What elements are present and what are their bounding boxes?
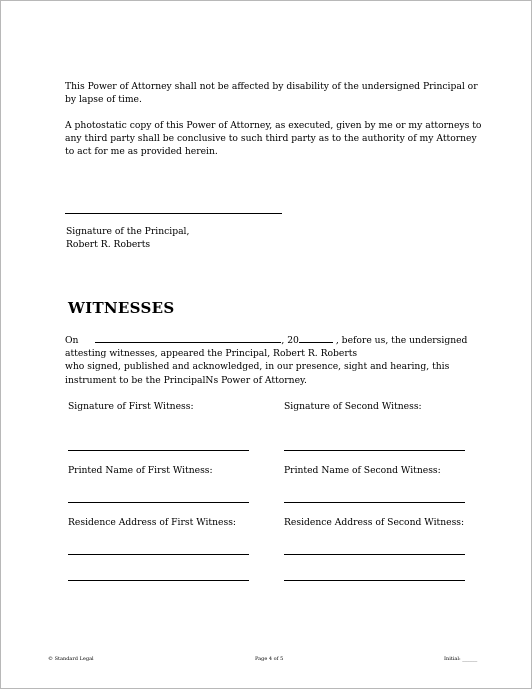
first-witness-address-label: Residence Address of First Witness: — [68, 517, 236, 528]
first-witness-signature-label: Signature of First Witness: — [68, 401, 194, 412]
date-blank — [95, 333, 281, 343]
intro-line3-text: who signed, published and acknowledged, in our presence, sight and hearing, this instrument to be the PrincipalNs Power of Attorney. — [65, 361, 450, 386]
first-witness-printed-name-line — [68, 502, 249, 503]
intro-on-text: On — [65, 335, 79, 346]
footer-initial-label: Initial: — [444, 656, 461, 662]
year-blank — [299, 333, 333, 343]
intro-before-us-text: , before us, the undersigned — [335, 335, 468, 346]
second-witness-signature-label: Signature of Second Witness: — [284, 401, 422, 412]
first-witness-printed-name-label: Printed Name of First Witness: — [68, 465, 213, 476]
footer-initial-blank: ______ — [462, 656, 478, 662]
second-witness-printed-name-line — [284, 502, 465, 503]
intro-principal-name: Robert R. Roberts — [273, 348, 358, 360]
footer-page-number: Page 4 of 5 — [255, 656, 284, 662]
witnesses-heading: WITNESSES — [68, 299, 175, 317]
witnesses-intro — [65, 333, 485, 387]
first-witness-address-line-2 — [68, 580, 249, 581]
second-witness-address-line-1 — [284, 554, 465, 555]
second-witness-printed-name-label: Printed Name of Second Witness: — [284, 465, 441, 476]
footer-copyright: © Standard Legal — [48, 656, 94, 662]
intro-year-text: , 20 — [281, 335, 299, 346]
principal-name: Robert R. Roberts — [66, 239, 151, 250]
photostatic-copy-paragraph: A photostatic copy of this Power of Attorney, as executed, given by me or my attorneys to any third party shall be conclusive to such third party as to the authority of my Attorney to act for me as provided herein. — [65, 120, 482, 158]
intro-line2-text: attesting witnesses, appeared the Principal, — [65, 348, 271, 360]
principal-signature-label: Signature of the Principal, — [66, 226, 190, 237]
first-witness-signature-line — [68, 450, 249, 451]
footer-initial — [444, 656, 477, 663]
disability-clause-paragraph: This Power of Attorney shall not be affected by disability of the undersigned Principal or by lapse of time. — [65, 81, 478, 106]
second-witness-signature-line — [284, 450, 465, 451]
first-witness-address-line-1 — [68, 554, 249, 555]
second-witness-address-label: Residence Address of Second Witness: — [284, 517, 465, 528]
second-witness-address-line-2 — [284, 580, 465, 581]
principal-signature-line — [65, 213, 282, 214]
